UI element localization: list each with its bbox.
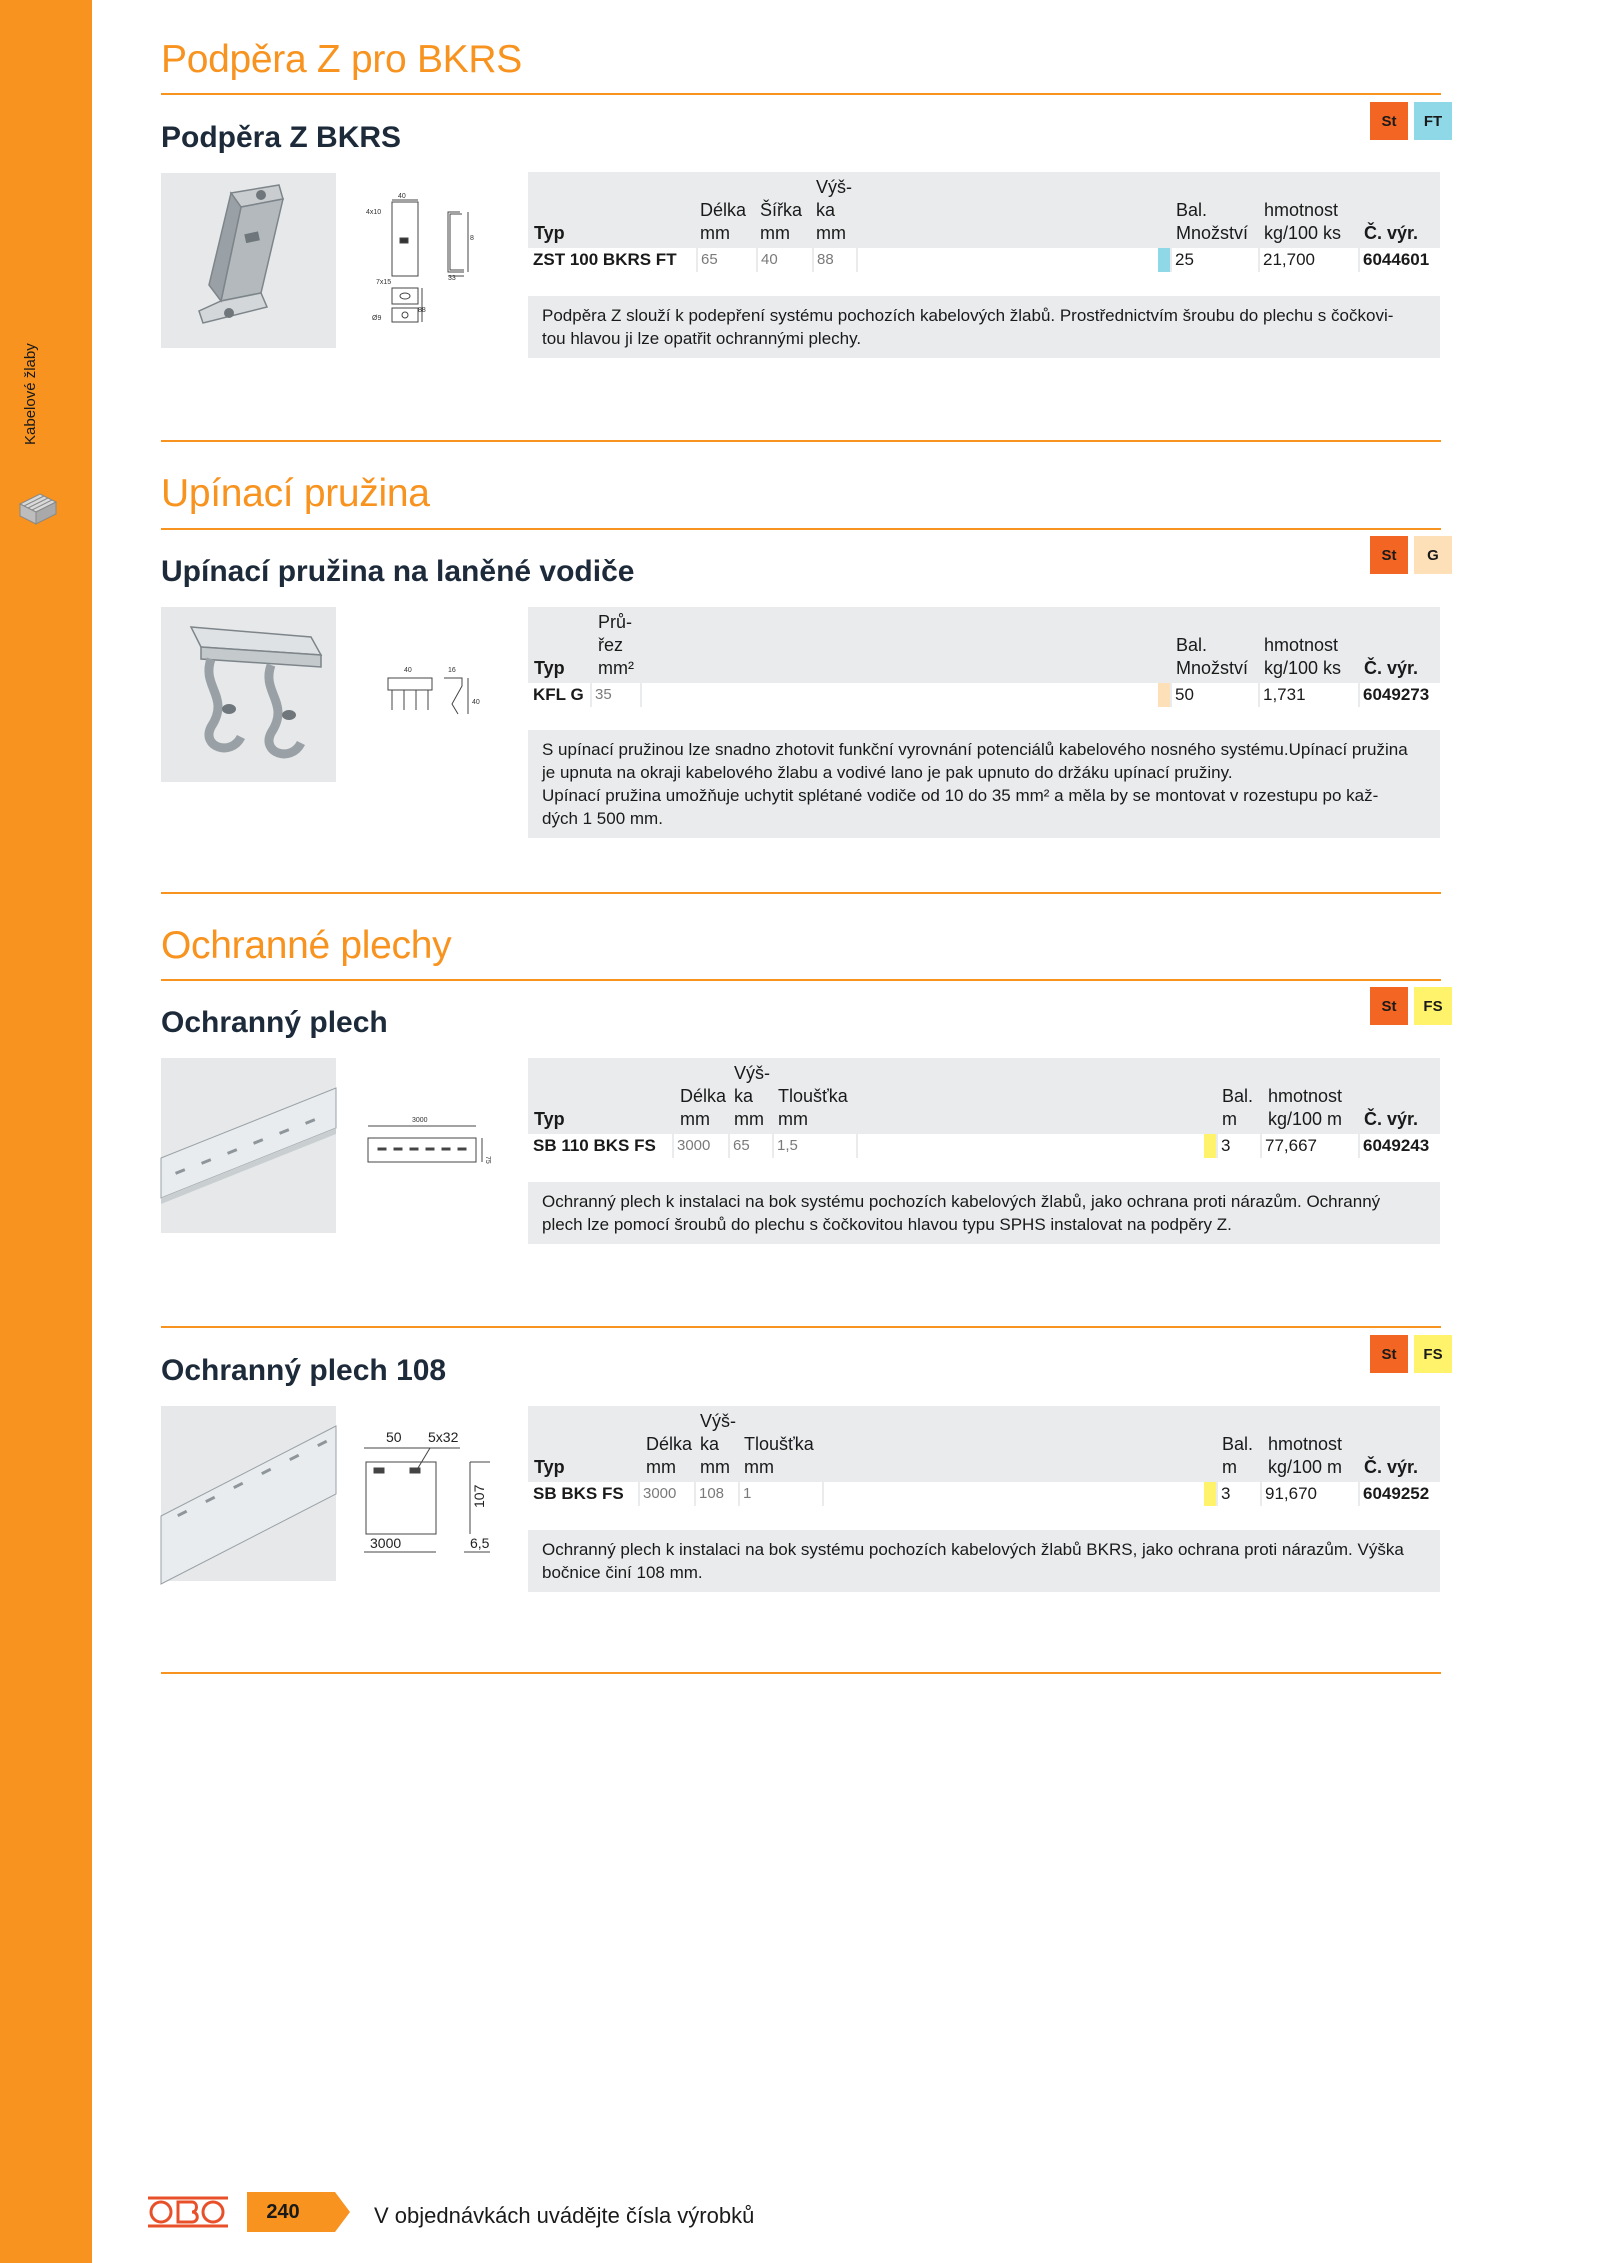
finish-badge-ft: FT	[1414, 102, 1452, 140]
product-title-upinaci-pruzina: Upínací pružina na laněné vodiče	[161, 555, 635, 588]
cell-package: 25	[1170, 248, 1258, 272]
cell-type: KFL G	[533, 685, 584, 704]
section-rule	[161, 979, 1441, 981]
cell-length: 3000	[672, 1134, 728, 1158]
col-header-length: Délka mm	[646, 1434, 693, 1477]
drawing-label: 6,5	[470, 1535, 490, 1551]
section-rule	[161, 93, 1441, 95]
cell-package: 50	[1170, 683, 1258, 707]
finish-marker	[1204, 1482, 1216, 1506]
drawing-label: Ø9	[372, 315, 382, 322]
cell-cross-section: 35	[590, 683, 640, 707]
cell-article-no: 6049252	[1358, 1482, 1440, 1506]
col-header-weight: hmotnost kg/100 m	[1268, 1434, 1343, 1477]
logo-text: OBO	[188, 2216, 191, 2217]
section-rule	[161, 528, 1441, 530]
cell-package: 3	[1216, 1482, 1260, 1506]
finish-badge-g: G	[1414, 536, 1452, 574]
cell-empty	[856, 1134, 1204, 1158]
col-header-typ: Typ	[534, 223, 565, 243]
drawing-label: 8	[470, 235, 474, 242]
drawing-label: 40	[404, 667, 412, 674]
cell-empty	[822, 1482, 1204, 1506]
product-description: S upínací pružinou lze snadno zhotovit funkční vyrovnání potenciálů kabelového nosného systému.Upínací pružina je upnuta na okraji kabelového žlabu a vodivé lano je pak upnuto do držáku upínací pružiny. Upínací pružina umožňuje uchytit splétané vodiče od 10 do 35 mm² a měla by se montovat v rozestupu po kaž- dých 1 500 mm.	[528, 730, 1440, 838]
table-row	[528, 1482, 1440, 1506]
product-title-podpera-z: Podpěra Z BKRS	[161, 121, 402, 154]
drawing-label: 33	[448, 275, 456, 282]
technical-drawing-protective-plate	[366, 1114, 496, 1174]
cell-thickness: 1,5	[772, 1134, 856, 1158]
finish-marker	[1204, 1134, 1216, 1158]
col-header-width: Šířka mm	[760, 200, 803, 243]
drawing-label: 75	[484, 1156, 491, 1164]
cell-weight: 1,731	[1258, 683, 1358, 707]
cell-empty	[640, 683, 1158, 707]
drawing-label: 40	[472, 699, 480, 706]
col-header-typ: Typ	[534, 658, 565, 678]
spec-table-pruzina	[528, 607, 1440, 707]
side-chapter-label: Kabelové žlaby	[22, 343, 39, 445]
product-photo-protective-plate	[161, 1058, 336, 1233]
material-badge-st: St	[1370, 1335, 1408, 1373]
spec-table-podpera	[528, 172, 1440, 272]
col-header-length: Délka mm	[680, 1086, 727, 1129]
cell-weight: 77,667	[1260, 1134, 1358, 1158]
product-photo-z-support	[161, 173, 336, 348]
technical-drawing-z-support	[362, 188, 472, 343]
cable-tray-icon	[18, 490, 58, 526]
drawing-label: 107	[471, 1484, 487, 1508]
table-row	[528, 683, 1440, 707]
col-header-height: Výš- ka mm	[734, 1063, 770, 1129]
col-header-weight: hmotnost kg/100 m	[1268, 1086, 1343, 1129]
col-header-package: Bal. m	[1222, 1434, 1254, 1477]
cell-article-no: 6044601	[1358, 248, 1440, 272]
table-row	[528, 248, 1440, 272]
cell-weight: 21,700	[1258, 248, 1358, 272]
drawing-label: 3000	[370, 1535, 402, 1551]
cell-article-no: 6049243	[1358, 1134, 1440, 1158]
cell-type: ZST 100 BKRS FT	[533, 250, 677, 269]
cell-height: 65	[728, 1134, 772, 1158]
cell-height: 88	[812, 248, 856, 272]
cell-thickness: 1	[738, 1482, 822, 1506]
col-header-package: Bal. m	[1222, 1086, 1254, 1129]
col-header-thickness: Tloušťka mm	[744, 1434, 814, 1477]
cell-package: 3	[1216, 1134, 1260, 1158]
cell-empty	[856, 248, 1158, 272]
col-header-length: Délka mm	[700, 200, 747, 243]
drawing-label: 88	[418, 307, 426, 314]
col-header-weight: hmotnost kg/100 ks	[1264, 200, 1342, 243]
product-title-ochranny-plech: Ochranný plech	[161, 1006, 388, 1039]
technical-drawing-protective-plate-108	[360, 1428, 500, 1558]
section-title-plechy: Ochranné plechy	[161, 924, 452, 967]
col-header-article-no: Č. výr.	[1364, 658, 1419, 678]
product-title-ochranny-plech-108: Ochranný plech 108	[161, 1354, 447, 1387]
col-header-thickness: Tloušťka mm	[778, 1086, 848, 1129]
product-description: Ochranný plech k instalaci na bok systému pochozích kabelových žlabů, jako ochrana proti nárazům. Ochranný plech lze pomocí šroubů do plechu s čočkovitou hlavou typu SPHS instalovat na podpěry Z.	[528, 1182, 1440, 1244]
drawing-label: 40	[398, 193, 406, 200]
drawing-label: 5x32	[428, 1429, 459, 1445]
cell-length: 65	[696, 248, 756, 272]
table-row	[528, 1134, 1440, 1158]
section-rule	[161, 1326, 1441, 1328]
cell-weight: 91,670	[1260, 1482, 1358, 1506]
cell-article-no: 6049273	[1358, 683, 1440, 707]
drawing-label: 4x10	[366, 209, 382, 216]
technical-drawing-spring-clamp	[382, 664, 482, 734]
drawing-label: 16	[448, 667, 456, 674]
footer-note: V objednávkách uvádějte čísla výrobků	[374, 2203, 755, 2228]
side-bar	[0, 0, 92, 2263]
material-badge-st: St	[1370, 536, 1408, 574]
section-title-pruzina: Upínací pružina	[161, 472, 430, 515]
col-header-weight: hmotnost kg/100 ks	[1264, 635, 1342, 678]
section-title-podpera: Podpěra Z pro BKRS	[161, 38, 522, 81]
page-number: 240	[266, 2201, 300, 2223]
col-header-package: Bal. Množství	[1176, 635, 1249, 678]
section-rule	[161, 892, 1441, 894]
drawing-label: 7x15	[376, 279, 392, 286]
material-badge-st: St	[1370, 102, 1408, 140]
cell-type: SB 110 BKS FS	[533, 1136, 656, 1155]
product-photo-spring-clamp	[161, 607, 336, 782]
finish-marker	[1158, 683, 1170, 707]
col-header-height: Výš- ka mm	[816, 177, 852, 243]
finish-marker	[1158, 248, 1170, 272]
drawing-label: 3000	[412, 1117, 428, 1124]
finish-badge-fs: FS	[1414, 1335, 1452, 1373]
col-header-article-no: Č. výr.	[1364, 223, 1419, 243]
col-header-cross-section: Prů- řez mm²	[598, 612, 634, 678]
cell-type: SB BKS FS	[533, 1484, 624, 1503]
cell-height: 108	[694, 1482, 738, 1506]
product-description: Podpěra Z slouží k podepření systému pochozích kabelových žlabů. Prostřednictvím šroubu do plechu s čočkovi- tou hlavou ji lze opatřit ochrannými plechy.	[528, 296, 1440, 358]
col-header-height: Výš- ka mm	[700, 1411, 736, 1477]
product-photo-protective-plate-108	[161, 1406, 336, 1581]
product-description: Ochranný plech k instalaci na bok systému pochozích kabelových žlabů BKRS, jako ochrana proti nárazům. Výška bočnice činí 108 mm.	[528, 1530, 1440, 1592]
col-header-typ: Typ	[534, 1457, 565, 1477]
finish-badge-fs: FS	[1414, 987, 1452, 1025]
material-badge-st: St	[1370, 987, 1408, 1025]
col-header-article-no: Č. výr.	[1364, 1109, 1419, 1129]
col-header-package: Bal. Množství	[1176, 200, 1249, 243]
obo-logo	[148, 2194, 228, 2230]
drawing-label: 50	[386, 1429, 402, 1445]
cell-length: 3000	[638, 1482, 694, 1506]
col-header-article-no: Č. výr.	[1364, 1457, 1419, 1477]
section-rule	[161, 440, 1441, 442]
spec-table-ochranny-plech	[528, 1058, 1440, 1158]
section-rule	[161, 1672, 1441, 1674]
spec-table-ochranny-plech-108	[528, 1406, 1440, 1506]
cell-width: 40	[756, 248, 812, 272]
col-header-typ: Typ	[534, 1109, 565, 1129]
